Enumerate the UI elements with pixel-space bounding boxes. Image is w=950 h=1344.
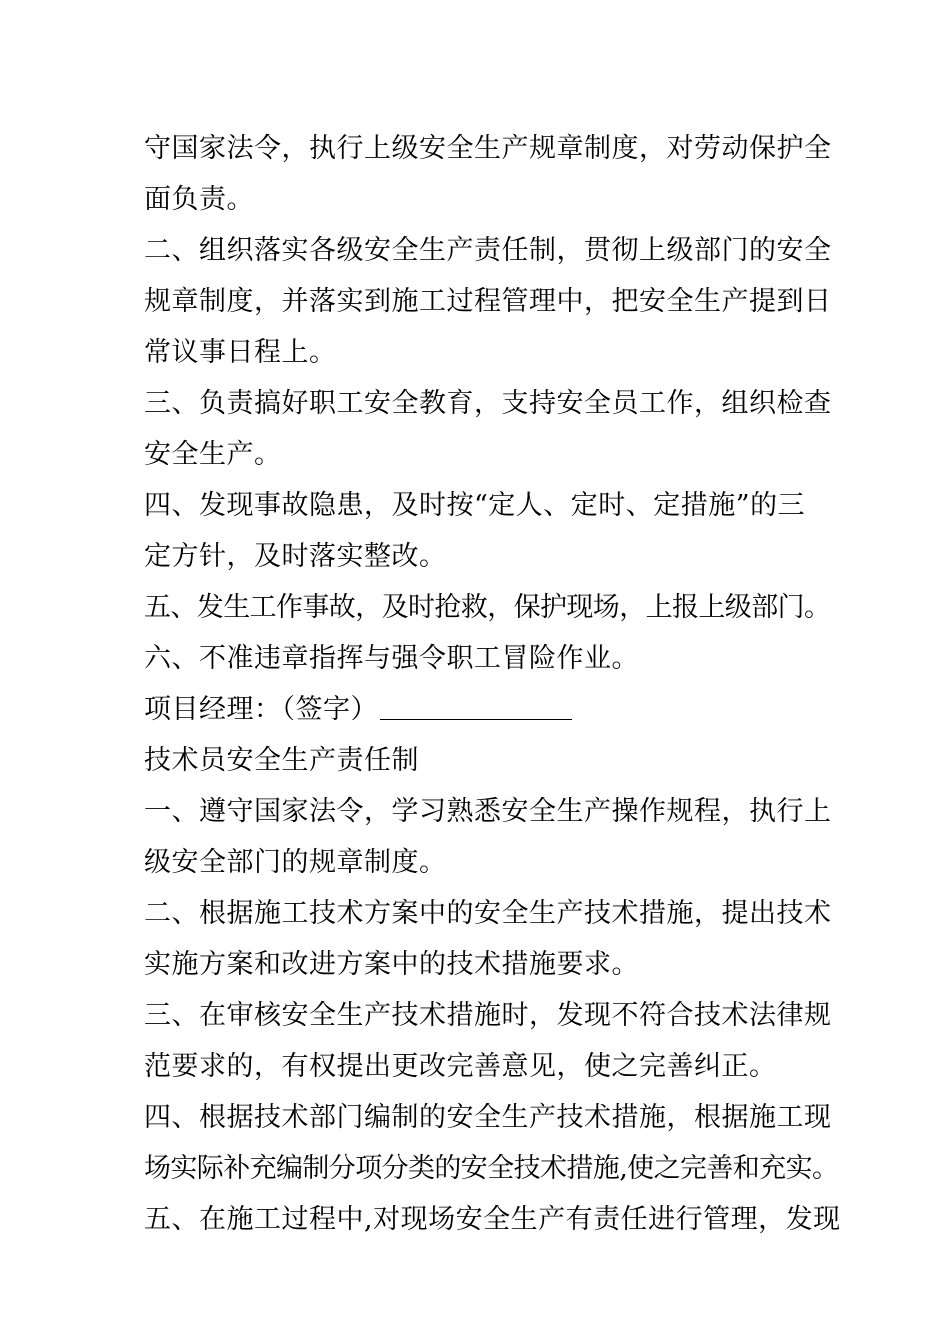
text-line: 定方针，及时落实整改。 (144, 541, 447, 572)
text-line: 守国家法令，执行上级安全生产规章制度，对劳动保护全 (144, 133, 832, 164)
text-line: 二、组织落实各级安全生产责任制，贯彻上级部门的安全 (144, 235, 832, 266)
text-line: 五、发生工作事故，及时抢救，保护现场，上报上级部门。 (144, 592, 831, 623)
section-heading: 技术员安全生产责任制 (144, 745, 419, 776)
text-line: 级安全部门的规章制度。 (144, 847, 447, 878)
text-line: 六、不准违章指挥与强令职工冒险作业。 (144, 643, 639, 674)
text-line: 实施方案和改进方案中的技术措施要求。 (144, 949, 639, 980)
text-line: 常议事日程上。 (144, 337, 337, 368)
text-line: 二、根据施工技术方案中的安全生产技术措施，提出技术 (144, 898, 832, 929)
text-line: 面负责。 (144, 184, 254, 215)
text-line: 场实际补充编制分项分类的安全技术措施,使之完善和充实。 (144, 1153, 839, 1184)
document-body (144, 127, 844, 1249)
signature-blank-line (380, 691, 572, 720)
text-line: 规章制度，并落实到施工过程管理中，把安全生产提到日 (144, 286, 832, 317)
signature-row (144, 688, 844, 739)
text-line: 三、负责搞好职工安全教育，支持安全员工作，组织检查 (144, 388, 832, 419)
text-line: 一、遵守国家法令，学习熟悉安全生产操作规程，执行上 (144, 796, 832, 827)
text-line: 四、根据技术部门编制的安全生产技术措施，根据施工现 (144, 1102, 832, 1133)
signature-label: 项目经理：（签字） (144, 694, 378, 725)
text-line: 范要求的，有权提出更改完善意见，使之完善纠正。 (144, 1051, 777, 1082)
text-line: 三、在审核安全生产技术措施时，发现不符合技术法律规 (144, 1000, 832, 1031)
text-line: 安全生产。 (144, 439, 282, 470)
text-line: 四、发现事故隐患，及时按“定人、定时、定措施”的三 (144, 490, 806, 521)
text-line: 五、在施工过程中,对现场安全生产有责任进行管理，发现 (144, 1204, 841, 1235)
